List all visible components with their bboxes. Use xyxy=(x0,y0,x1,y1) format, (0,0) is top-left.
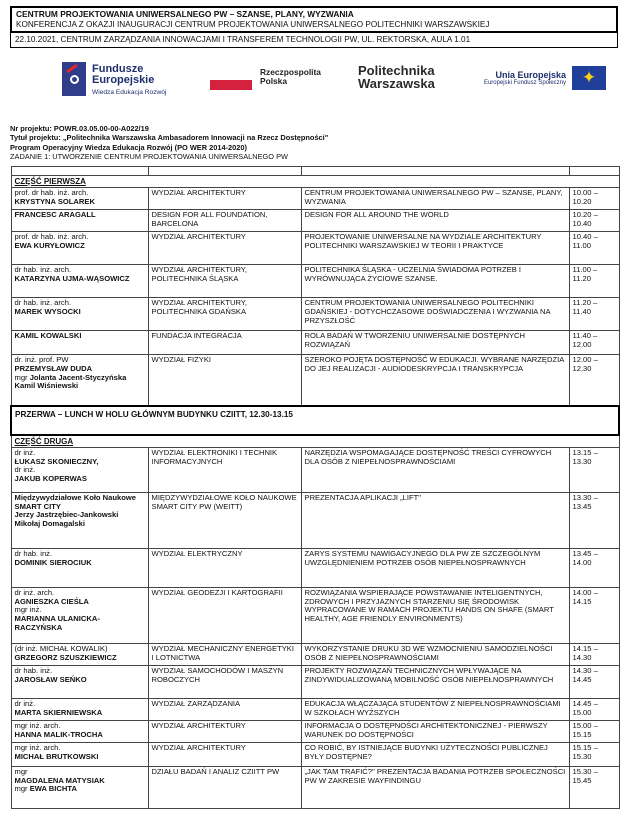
time-cell: 15.00 – 15.15 xyxy=(569,720,619,742)
speaker-cell xyxy=(11,665,148,698)
speaker-cell xyxy=(11,188,148,210)
agenda-row xyxy=(11,331,619,355)
agenda-row xyxy=(11,548,619,587)
part2-heading-row xyxy=(11,435,619,448)
speaker-line: dr inż. xyxy=(14,465,36,475)
section-heading: CZĘŚĆ DRUGA xyxy=(11,435,619,448)
unit-cell: WYDZIAŁ ARCHITEKTURY xyxy=(148,742,301,766)
speaker-line: dr hab. inż. xyxy=(14,665,53,675)
speaker-line: MAREK WYSOCKI xyxy=(14,306,81,316)
speaker-line: GRZEGORZ SZUSZKIEWICZ xyxy=(14,652,117,662)
unit-cell: WYDZIAŁ ARCHITEKTURY xyxy=(148,720,301,742)
time-cell: 10.40 – 11.00 xyxy=(569,232,619,265)
speaker-cell xyxy=(11,742,148,766)
speaker-cell xyxy=(11,210,148,232)
time-cell: 14.15 – 14.30 xyxy=(569,643,619,665)
unit-cell: WYDZIAŁ ZARZĄDZANIA xyxy=(148,698,301,720)
speaker-cell xyxy=(11,331,148,355)
speaker-line: prof. dr hab. inż. arch. xyxy=(14,232,89,242)
speaker-line: dr inż. arch. xyxy=(14,587,55,597)
speaker-line: prof. dr hab. inż. arch. xyxy=(14,188,89,198)
speaker-line: DOMINIK SIEROCIUK xyxy=(14,557,92,567)
agenda-row xyxy=(11,698,619,720)
speaker-line: MARTA SKIERNIEWSKA xyxy=(14,707,103,717)
speaker-cell xyxy=(11,492,148,548)
time-cell: 11.20 – 11.40 xyxy=(569,298,619,331)
part1-heading-row xyxy=(11,176,619,188)
topic-cell: EDUKACJA WŁĄCZAJĄCA STUDENTÓW Z NIEPEŁNOSPRAWNOŚCIAMI W SZKOŁACH WYŻSZYCH xyxy=(301,698,569,720)
speaker-line: MICHAŁ BRUTKOWSKI xyxy=(14,751,99,761)
conference-title: CENTRUM PROJEKTOWANIA UNIWERSALNEGO PW – SZANSE, PLANY, WYZWANIA xyxy=(16,9,354,19)
speaker-line: KRYSTYNA SOLAREK xyxy=(14,196,95,206)
topic-cell: PROJEKTY ROZWIĄZAŃ TECHNICZNYCH WPŁYWAJĄCE NA ZINDYWIDUALIZOWANĄ MOBILNOŚĆ OSÓB NIEPEŁNOSPRAWNYCH xyxy=(301,665,569,698)
time-cell: 11.00 – 11.20 xyxy=(569,265,619,298)
topic-cell: ZARYS SYSTEMU NAWIGACYJNEGO DLA PW ZE SZCZEGÓLNYM UWZGLĘDNIENIEM POTRZEB OSÓB NIEPEŁNOSPRAWNYCH xyxy=(301,548,569,587)
speaker-line: mgr Jolanta Jacent-Styczyńska xyxy=(14,372,127,382)
unit-cell: WYDZIAŁ FIZYKI xyxy=(148,355,301,406)
speaker-line: JAKUB KOPERWAS xyxy=(14,474,87,484)
agenda-row xyxy=(11,665,619,698)
unit-cell: WYDZIAŁ ARCHITEKTURY xyxy=(148,232,301,265)
agenda-row xyxy=(11,188,619,210)
agenda-table xyxy=(10,166,620,809)
unit-cell: WYDZIAŁ ELEKTRONIKI I TECHNIK INFORMACYJNYCH xyxy=(148,447,301,492)
agenda-row xyxy=(11,587,619,643)
time-cell: 10.20 – 10.40 xyxy=(569,210,619,232)
speaker-line: KAMIL KOWALSKI xyxy=(14,331,82,341)
project-number: Nr projektu: POWR.03.05.00-00-A022/19 xyxy=(10,123,149,133)
speaker-line: Kamil Wiśniewski xyxy=(14,381,79,391)
topic-cell: CENTRUM PROJEKTOWANIA UNIWERSALNEGO POLITECHNIKI GDAŃSKIEJ - DOTYCHCZASOWE DOŚWIADCZENIA I WYZWANIA NA PRZYSZŁOŚĆ xyxy=(301,298,569,331)
fundusze-europejskie-logo-icon xyxy=(62,62,86,96)
agenda-row xyxy=(11,232,619,265)
time-cell: 10.00 – 10.20 xyxy=(569,188,619,210)
speaker-line: dr hab. inż. xyxy=(14,548,53,558)
unit-cell: WYDZIAŁ ARCHITEKTURY, POLITECHNIKA ŚLĄSKA xyxy=(148,265,301,298)
speaker-cell xyxy=(11,447,148,492)
agenda-row xyxy=(11,210,619,232)
speaker-line: mgr inż. arch. xyxy=(14,720,61,730)
speaker-line: JAROSŁAW SEŃKO xyxy=(14,674,87,684)
agenda-row xyxy=(11,742,619,766)
agenda-row xyxy=(11,492,619,548)
unit-cell: WYDZIAŁ ARCHITEKTURY, POLITECHNIKA GDAŃSKA xyxy=(148,298,301,331)
time-cell: 14.45 – 15.00 xyxy=(569,698,619,720)
speaker-line: dr inż. xyxy=(14,447,36,457)
eu-flag-icon: ✦ xyxy=(572,66,606,90)
topic-cell: PROJEKTOWANIE UNIWERSALNE NA WYDZIALE ARCHITEKTURY POLITECHNIKI WARSZAWSKIEJ W TEORII I PRAKTYCE xyxy=(301,232,569,265)
polish-flag-icon xyxy=(210,70,252,90)
speaker-line: HANNA MALIK-TROCHA xyxy=(14,729,103,739)
unit-cell: MIĘDZYWYDZIAŁOWE KOŁO NAUKOWE SMART CITY PW (WEITT) xyxy=(148,492,301,548)
unit-cell: WYDZIAŁ MECHANICZNY ENERGETYKI I LOTNICTWA xyxy=(148,643,301,665)
speaker-line: MARIANNA ULANICKA-RACZYŃSKA xyxy=(14,614,100,632)
conference-header xyxy=(10,6,618,33)
speaker-line: dr. inż. prof. PW xyxy=(14,355,69,365)
speaker-line: AGNIESZKA CIEŚLA xyxy=(14,596,89,606)
speaker-line: mgr inż. arch. xyxy=(14,742,61,752)
speaker-line: PRZEMYSŁAW DUDA xyxy=(14,363,93,373)
agenda-row xyxy=(11,355,619,406)
time-cell: 14.30 – 14.45 xyxy=(569,665,619,698)
speaker-cell xyxy=(11,766,148,808)
time-cell: 14.00 – 14.15 xyxy=(569,587,619,643)
project-program: Program Operacyjny Wiedza Edukacja Rozwój (PO WER 2014-2020) xyxy=(10,142,247,152)
speaker-cell xyxy=(11,355,148,406)
project-info xyxy=(10,124,618,163)
rzeczpospolita-logo: Rzeczpospolita Polska xyxy=(260,66,321,87)
unia-europejska-logo: Unia Europejska Europejski Fundusz Społeczny xyxy=(483,69,566,86)
time-cell: 13.30 – 13.45 xyxy=(569,492,619,548)
speaker-line: EWA KURYŁOWICZ xyxy=(14,240,85,250)
speaker-cell xyxy=(11,548,148,587)
time-cell: 15.15 – 15.30 xyxy=(569,742,619,766)
speaker-cell xyxy=(11,643,148,665)
time-cell: 13.15 – 13.30 xyxy=(569,447,619,492)
speaker-cell xyxy=(11,720,148,742)
unit-cell: WYDZIAŁ GEODEZJI I KARTOGRAFII xyxy=(148,587,301,643)
speaker-line: Jerzy Jastrzębiec-Jankowski xyxy=(14,510,119,520)
speaker-cell xyxy=(11,298,148,331)
topic-cell: DESIGN FOR ALL AROUND THE WORLD xyxy=(301,210,569,232)
speaker-line: mgr EWA BICHTA xyxy=(14,784,77,794)
date-place: 22.10.2021, CENTRUM ZARZĄDZANIA INNOWACJAMI I TRANSFEREM TECHNOLOGII PW, UL. REKTORSKA, AULA 1.01 xyxy=(10,33,618,47)
unit-cell: DZIAŁU BADAŃ I ANALIZ CZIITT PW xyxy=(148,766,301,808)
topic-cell: NARZĘDZIA WSPOMAGAJĄCE DOSTĘPNOŚĆ TREŚCI CYFROWYCH DLA OSÓB Z NIEPEŁNOSPRAWNOŚCIAMI xyxy=(301,447,569,492)
lunch-break-text: PRZERWA – LUNCH W HOLU GŁÓWNYM BUDYNKU CZIITT, 12.30-13.15 xyxy=(11,406,619,435)
speaker-line: FRANCESC ARAGALL xyxy=(14,210,96,220)
time-cell: 12.00 – 12.30 xyxy=(569,355,619,406)
time-cell: 11.40 – 12.00 xyxy=(569,331,619,355)
section-heading: CZĘŚĆ PIERWSZA xyxy=(11,176,619,188)
lunch-break-row xyxy=(11,406,619,435)
time-cell: 15.30 – 15.45 xyxy=(569,766,619,808)
agenda-row xyxy=(11,447,619,492)
topic-cell: WYKORZYSTANIE DRUKU 3D WE WZMOCNIENIU SAMODZIELNOŚCI OSÓB Z NIEPEŁNOSPRAWNOŚCIAMI xyxy=(301,643,569,665)
unit-cell: WYDZIAŁ ARCHITEKTURY xyxy=(148,188,301,210)
speaker-line: Międzywydziałowe Koło Naukowe SMART CITY xyxy=(14,492,137,511)
speaker-line: mgr xyxy=(14,766,28,776)
conference-subtitle: KONFERENCJA Z OKAZJI INAUGURACJI CENTRUM PROJEKTOWANIA UNIWERSALNEGO POLITECHNIKI WARSZAWSKIEJ xyxy=(16,19,490,29)
topic-cell: ROZWIĄZANIA WSPIERAJĄCE POWSTAWANIE INTELIGENTNYCH, ZDROWYCH I PRZYJAZNYCH STARZENIU SIĘ ŚRODOWISK WYPRACOWANE W RAMACH PROJEKTU HANDS ON SHAFE (SMART HEALTHY, AGE FRIENDLY ENVIRONMENTS) xyxy=(301,587,569,643)
topic-cell: POLITECHNIKA ŚLĄSKA - UCZELNIA ŚWIADOMA POTRZEB I WYRÓWNUJĄCA ŻYCIOWE SZANSE. xyxy=(301,265,569,298)
fundusze-europejskie-logo: Fundusze Europejskie Wiedza Edukacja Rozwój xyxy=(92,62,167,96)
speaker-line: ŁUKASZ SKONIECZNY, xyxy=(14,456,99,466)
topic-cell: INFORMACJA O DOSTĘPNOŚCI ARCHITEKTONICZNEJ - PIERWSZY WARUNEK DO DOSTĘPNOŚCI xyxy=(301,720,569,742)
logo-bar xyxy=(10,52,618,110)
agenda-row xyxy=(11,298,619,331)
speaker-line: dr hab. inż. arch. xyxy=(14,265,72,275)
speaker-line: dr hab. inż. arch. xyxy=(14,298,72,308)
speaker-cell xyxy=(11,698,148,720)
agenda-row xyxy=(11,643,619,665)
project-title: Tytuł projektu: „Politechnika Warszawska Ambasadorem Innowacji na Rzecz Dostępności" xyxy=(10,133,329,143)
speaker-cell xyxy=(11,587,148,643)
speaker-line: dr inż. xyxy=(14,698,36,708)
agenda-row xyxy=(11,720,619,742)
topic-cell: ROLA BADAŃ W TWORZENIU UNIWERSALNIE DOSTĘPNYCH ROZWIĄZAŃ xyxy=(301,331,569,355)
project-task: ZADANIE 1: UTWORZENIE CENTRUM PROJEKTOWANIA UNIWERSALNEGO PW xyxy=(10,152,288,162)
speaker-cell xyxy=(11,232,148,265)
speaker-line: KATARZYNA UJMA-WĄSOWICZ xyxy=(14,273,130,283)
unit-cell: DESIGN FOR ALL FOUNDATION, BARCELONA xyxy=(148,210,301,232)
topic-cell: SZEROKO POJĘTA DOSTĘPNOŚĆ W EDUKACJI. WYBRANE NARZĘDZIA DO JEJ REALIZACJI - AUDIODESKRYPCJA I TRANSKRYPCJA xyxy=(301,355,569,406)
topic-cell: „JAK TAM TRAFIĆ?" PREZENTACJA BADANIA POTRZEB SPOŁECZNOŚCI PW W ZAKRESIE WAYFINDINGU xyxy=(301,766,569,808)
unit-cell: WYDZIAŁ SAMOCHODÓW I MASZYN ROBOCZYCH xyxy=(148,665,301,698)
agenda-row xyxy=(11,766,619,808)
speaker-line: MAGDALENA MATYSIAK xyxy=(14,775,105,785)
speaker-line: Mikołaj Domagalski xyxy=(14,519,85,529)
unit-cell: FUNDACJA INTEGRACJA xyxy=(148,331,301,355)
speaker-line: (dr inż. MICHAŁ KOWALIK) xyxy=(14,643,108,653)
speaker-cell xyxy=(11,265,148,298)
topic-cell: CENTRUM PROJEKTOWANIA UNIWERSALNEGO PW – SZANSE, PLANY, WYZWANIA xyxy=(301,188,569,210)
time-cell: 13.45 – 14.00 xyxy=(569,548,619,587)
speaker-line: mgr inż. xyxy=(14,605,42,615)
unit-cell: WYDZIAŁ ELEKTRYCZNY xyxy=(148,548,301,587)
topic-cell: PREZENTACJA APLIKACJI „LIFT" xyxy=(301,492,569,548)
spacer-row xyxy=(11,167,619,176)
topic-cell: CO ROBIĆ, BY ISTNIEJĄCE BUDYNKI UŻYTECZNOŚCI PUBLICZNEJ BYŁY DOSTĘPNE? xyxy=(301,742,569,766)
politechnika-logo: Politechnika Warszawska xyxy=(358,62,435,92)
agenda-row xyxy=(11,265,619,298)
